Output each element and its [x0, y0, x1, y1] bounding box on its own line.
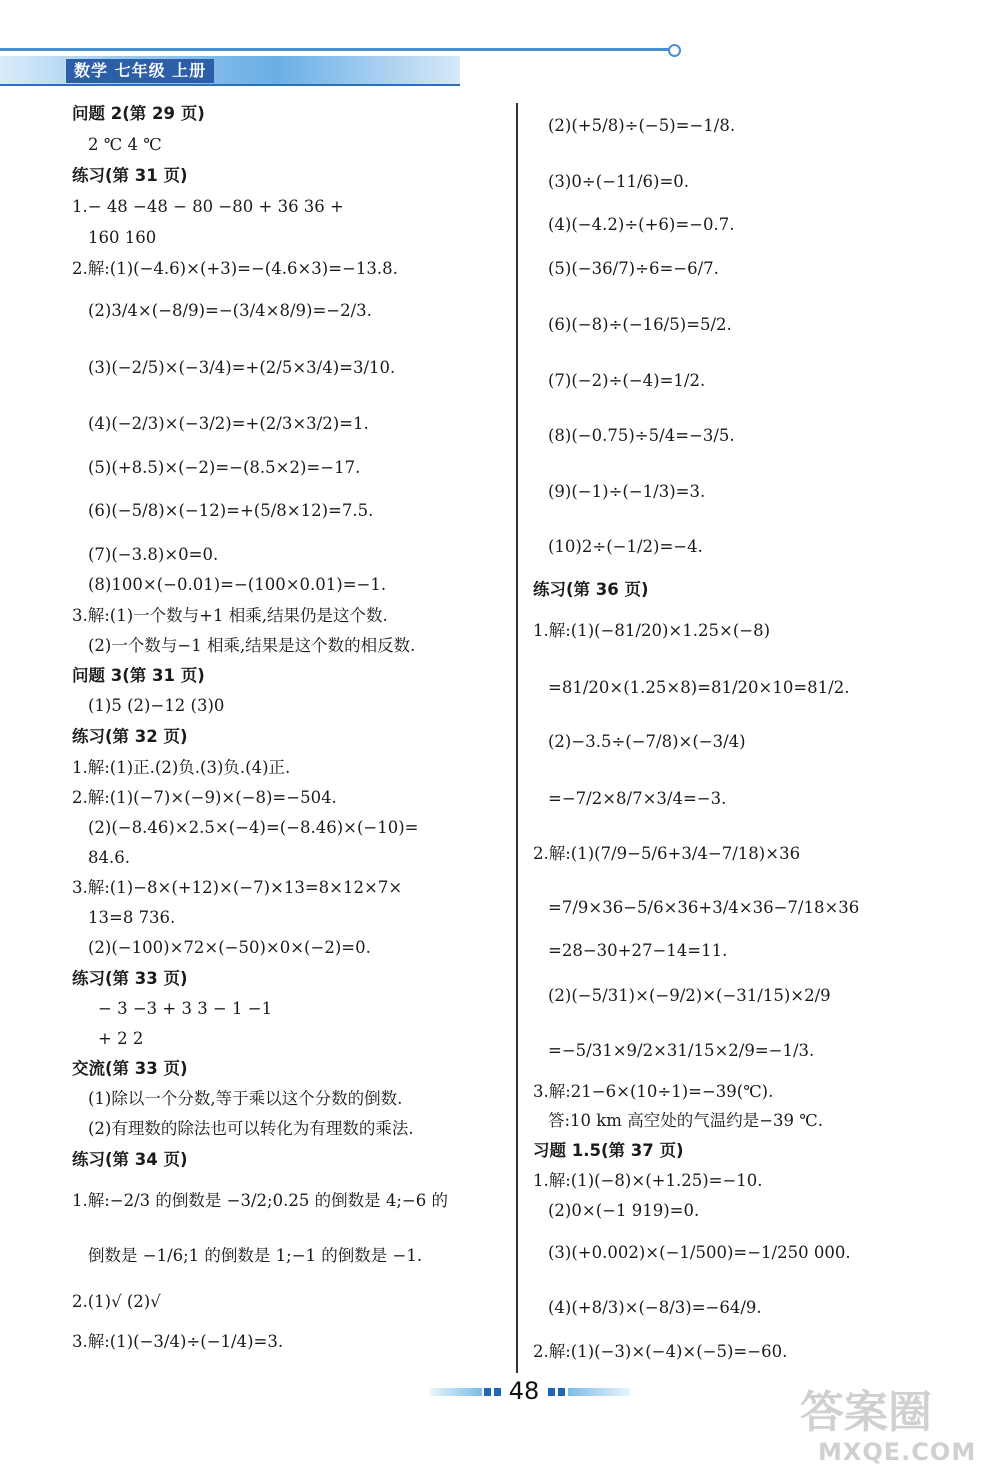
answer-line: 2.解:(1)(−3)×(−4)×(−5)=−60.	[533, 1342, 788, 1361]
column-divider	[516, 103, 518, 1373]
answer-line: =7/9×36−5/6×36+3/4×36−7/18×36	[548, 898, 860, 917]
watermark-url: MXQE.COM	[818, 1438, 977, 1466]
section-heading: 交流(第 33 页)	[72, 1059, 188, 1078]
answer-line: 3.解:21−6×(10÷1)=−39(℃).	[533, 1082, 774, 1101]
answer-line: (2)(−100)×72×(−50)×0×(−2)=0.	[88, 938, 371, 957]
answer-line: 13=8 736.	[88, 908, 176, 927]
header-banner-underline	[0, 84, 460, 86]
answer-line: 倒数是 −1/6;1 的倒数是 1;−1 的倒数是 −1.	[88, 1246, 423, 1265]
answer-line: (3)(+0.002)×(−1/500)=−1/250 000.	[548, 1243, 851, 1262]
answer-line: (6)(−5/8)×(−12)=+(5/8×12)=7.5.	[88, 501, 374, 520]
answer-line: (4)(−4.2)÷(+6)=−0.7.	[548, 215, 735, 234]
answer-line: 1.解:−2/3 的倒数是 −3/2;0.25 的倒数是 4;−6 的	[72, 1191, 448, 1210]
answer-line: 1.解:(1)正.(2)负.(3)负.(4)正.	[72, 758, 291, 777]
footer-right-ornament	[568, 1388, 630, 1396]
answer-line: =81/20×(1.25×8)=81/20×10=81/2.	[548, 678, 850, 697]
answer-line: 84.6.	[88, 848, 130, 867]
answer-line: 1.解:(1)(−8)×(+1.25)=−10.	[533, 1171, 763, 1190]
answer-line: =28−30+27−14=11.	[548, 941, 728, 960]
answer-line: 2.(1)√ (2)√	[72, 1292, 161, 1311]
answer-line: 1.解:(1)(−81/20)×1.25×(−8)	[533, 621, 771, 640]
section-heading: 练习(第 32 页)	[72, 727, 188, 746]
section-heading: 习题 1.5(第 37 页)	[533, 1141, 684, 1160]
answer-line: 2 ℃ 4 ℃	[88, 135, 162, 154]
page-header-title: 数学 七年级 上册	[66, 59, 214, 83]
footer-square-icon	[558, 1388, 565, 1396]
footer-left-ornament	[430, 1388, 482, 1396]
section-heading: 练习(第 36 页)	[533, 580, 649, 599]
header-rule-end-dot	[668, 44, 681, 57]
footer-square-icon	[548, 1388, 555, 1396]
page-number: 48	[508, 1377, 540, 1405]
answer-line: (10)2÷(−1/2)=−4.	[548, 537, 703, 556]
answer-line: (7)(−3.8)×0=0.	[88, 545, 219, 564]
answer-line: =−5/31×9/2×31/15×2/9=−1/3.	[548, 1041, 815, 1060]
answer-line: 3.解:(1)−8×(+12)×(−7)×13=8×12×7×	[72, 878, 403, 897]
section-heading: 练习(第 33 页)	[72, 969, 188, 988]
answer-line: (2)(+5/8)÷(−5)=−1/8.	[548, 116, 736, 135]
answer-line: (1)除以一个分数,等于乘以这个分数的倒数.	[88, 1089, 403, 1108]
answer-line: (3)0÷(−11/6)=0.	[548, 172, 690, 191]
watermark-logo: 答案圈	[800, 1387, 932, 1438]
section-heading: 问题 2(第 29 页)	[72, 104, 205, 123]
answer-line: − 3 −3 + 3 3 − 1 −1	[98, 999, 273, 1018]
answer-line: (5)(−36/7)÷6=−6/7.	[548, 259, 719, 278]
answer-line: (4)(+8/3)×(−8/3)=−64/9.	[548, 1298, 762, 1317]
answer-line: (9)(−1)÷(−1/3)=3.	[548, 482, 706, 501]
header-rule	[0, 48, 672, 51]
answer-line: 160 160	[88, 228, 157, 247]
answer-line: (2)一个数与−1 相乘,结果是这个数的相反数.	[88, 636, 416, 655]
answer-line: 3.解:(1)(−3/4)÷(−1/4)=3.	[72, 1332, 284, 1351]
answer-line: 答:10 km 高空处的气温约是−39 ℃.	[548, 1111, 823, 1130]
answer-line: 1.− 48 −48 − 80 −80 + 36 36 +	[72, 197, 344, 216]
answer-line: 2.解:(1)(7/9−5/6+3/4−7/18)×36	[533, 844, 801, 863]
answer-line: (2)0×(−1 919)=0.	[548, 1201, 700, 1220]
answer-line: (6)(−8)÷(−16/5)=5/2.	[548, 315, 732, 334]
answer-line: (2)(−5/31)×(−9/2)×(−31/15)×2/9	[548, 986, 831, 1005]
answer-line: + 2 2	[98, 1029, 144, 1048]
answer-line: (8)(−0.75)÷5/4=−3/5.	[548, 426, 735, 445]
answer-line: 3.解:(1)一个数与+1 相乘,结果仍是这个数.	[72, 606, 388, 625]
answer-line: (7)(−2)÷(−4)=1/2.	[548, 371, 706, 390]
answer-line: 2.解:(1)(−7)×(−9)×(−8)=−504.	[72, 788, 337, 807]
answer-line: (2)有理数的除法也可以转化为有理数的乘法.	[88, 1119, 414, 1138]
answer-line: (4)(−2/3)×(−3/2)=+(2/3×3/2)=1.	[88, 414, 369, 433]
section-heading: 问题 3(第 31 页)	[72, 666, 205, 685]
footer-square-icon	[494, 1388, 501, 1396]
answer-line: (2)(−8.46)×2.5×(−4)=(−8.46)×(−10)=	[88, 818, 419, 837]
answer-line: (5)(+8.5)×(−2)=−(8.5×2)=−17.	[88, 458, 361, 477]
answer-line: (3)(−2/5)×(−3/4)=+(2/5×3/4)=3/10.	[88, 358, 396, 377]
section-heading: 练习(第 34 页)	[72, 1150, 188, 1169]
footer-square-icon	[484, 1388, 491, 1396]
answer-line: (2)3/4×(−8/9)=−(3/4×8/9)=−2/3.	[88, 301, 372, 320]
answer-line: (8)100×(−0.01)=−(100×0.01)=−1.	[88, 575, 387, 594]
answer-line: (1)5 (2)−12 (3)0	[88, 696, 225, 715]
section-heading: 练习(第 31 页)	[72, 166, 188, 185]
answer-line: (2)−3.5÷(−7/8)×(−3/4)	[548, 732, 746, 751]
answer-line: 2.解:(1)(−4.6)×(+3)=−(4.6×3)=−13.8.	[72, 259, 398, 278]
answer-line: =−7/2×8/7×3/4=−3.	[548, 789, 727, 808]
